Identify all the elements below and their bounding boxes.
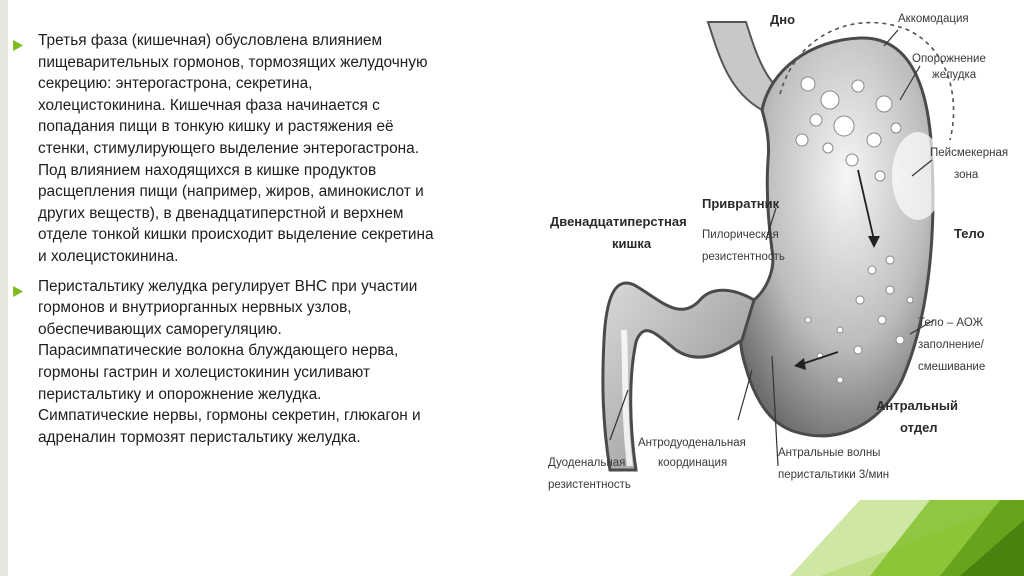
- label-emptying-2: желудка: [932, 69, 977, 81]
- label-duod-res-1: Дуоденальная: [548, 457, 626, 469]
- label-duodenum-1: Двенадцатиперстная: [550, 214, 687, 229]
- label-pylorus: Привратник: [702, 196, 780, 211]
- label-body-aozh-2: заполнение/: [918, 339, 984, 351]
- label-body-aozh-3: смешивание: [918, 361, 986, 373]
- label-antral-waves-1: Антральные волны: [778, 447, 881, 459]
- label-pacemaker-1: Пейсмекерная: [930, 147, 1009, 159]
- label-body-aozh-1: Тело – АОЖ: [918, 317, 984, 329]
- label-antroduod-2: координация: [658, 457, 728, 469]
- label-dno: Дно: [770, 12, 796, 27]
- label-duodenum-2: кишка: [612, 236, 652, 251]
- label-antral-1: Антральный: [876, 398, 958, 413]
- label-antral-2: отдел: [900, 420, 938, 435]
- label-antral-waves-2: перистальтики 3/мин: [778, 469, 890, 481]
- label-accommodation: Аккомодация: [898, 13, 969, 25]
- bullet-text: Перистальтику желудка регулирует ВНС при участии гормонов и внутриорганных нервных узлов, обеспечивающих саморегуляцию. Парасимпатические волокна блуждающего нерва, гормоны гастрин и холецистокинин усиливают перистальтику и опорожнение желудка. Симпатические нервы, гормоны секретин, глюкагон и адреналин тормозят перистальтику желудка.: [38, 277, 421, 446]
- label-body: Тело: [954, 226, 985, 241]
- bullet-text: Третья фаза (кишечная) обусловлена влиянием пищеварительных гормонов, тормозящих желудочную секрецию: энтерогастрона, секретина, холецистокинина. Кишечная фаза начинается с попадания пищи в тонкую кишку и растяжения её стенки, стимулирующего выделение энтерогастрона. Под влиянием находящихся в кишке продуктов расщепления пищи (например, жиров, аминокислот и других веществ), в двенадцатиперстной и верхнем отделе тонкой кишки происходит выделение секретина и холецистокинина.: [38, 32, 434, 265]
- label-pyloric-res-1: Пилорическая: [702, 229, 779, 241]
- label-duod-res-2: резистентность: [548, 479, 631, 491]
- label-antroduod-1: Антродуоденальная: [638, 437, 746, 449]
- label-pyloric-res-2: резистентность: [702, 251, 785, 263]
- label-pacemaker-2: зона: [954, 169, 979, 181]
- label-emptying-1: Опорожнение: [912, 53, 986, 65]
